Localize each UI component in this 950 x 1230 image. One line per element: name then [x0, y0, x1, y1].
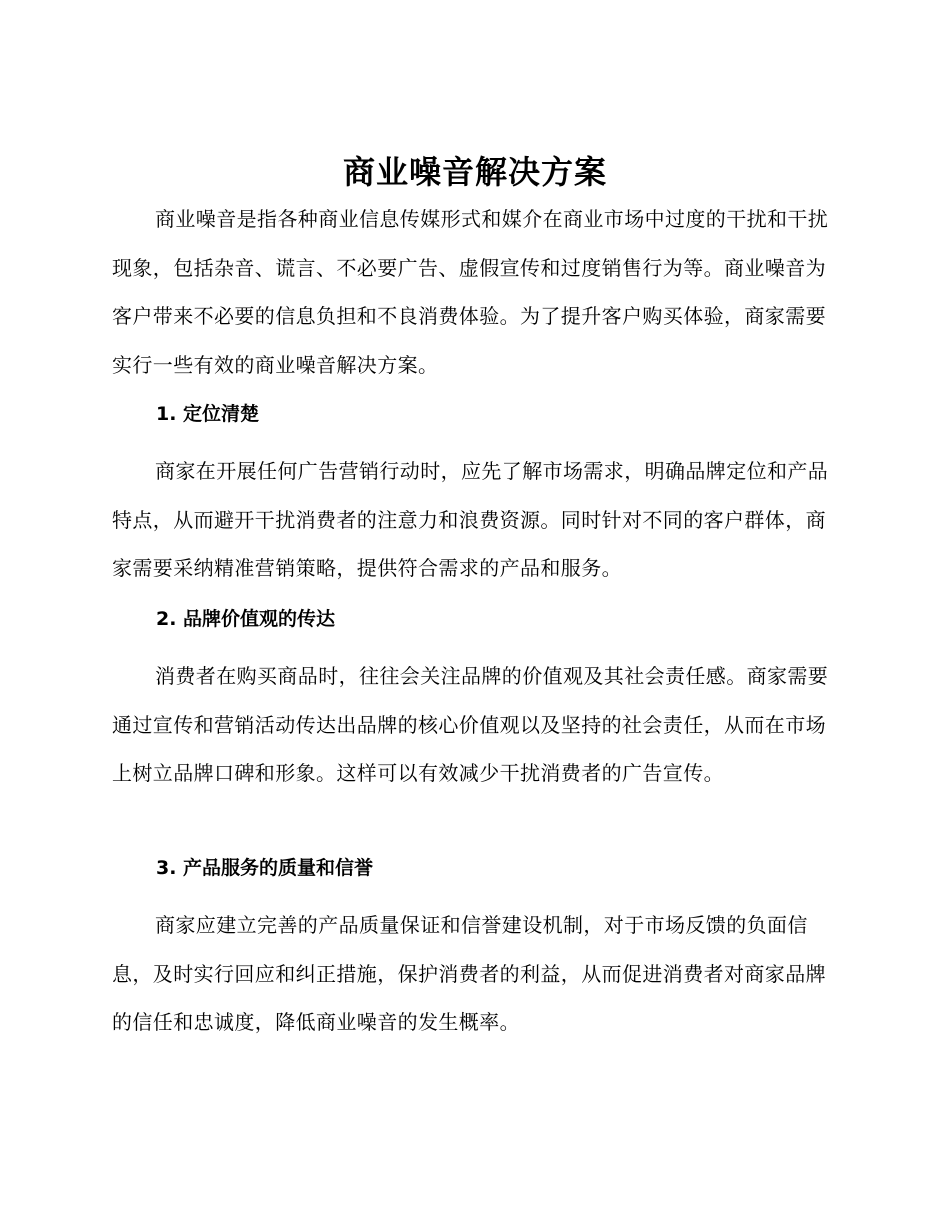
document-title: 商业噪音解决方案 — [342, 153, 607, 191]
section-2-paragraph: 消费者在购买商品时，往往会关注品牌的价值观及其社会责任感。商家需要通过宣传和营销活动传达出品牌的核心价值观以及坚持的社会责任，从而在市场上树立品牌口碑和形象。这样可以有效减少干扰消费者的广告宣传。 — [112, 664, 829, 785]
section-1-paragraph: 商家在开展任何广告营销行动时，应先了解市场需求，明确品牌定位和产品特点，从而避开干扰消费者的注意力和浪费资源。同时针对不同的客户群体，商家需要采纳精准营销策略，提供符合需求的产品和服务。 — [112, 459, 829, 580]
intro-paragraph: 商业噪音是指各种商业信息传媒形式和媒介在商业市场中过度的干扰和干扰现象，包括杂音、谎言、不必要广告、虚假宣传和过度销售行为等。商业噪音为客户带来不必要的信息负担和不良消费体验。为了提升客户购买体验，商家需要实行一些有效的商业噪音解决方案。 — [112, 207, 829, 377]
section-1-heading: 1. 定位清楚 — [156, 403, 260, 425]
section-3-heading: 3. 产品服务的质量和信誉 — [156, 857, 374, 879]
section-2-heading: 2. 品牌价值观的传达 — [156, 608, 336, 630]
section-3-paragraph: 商家应建立完善的产品质量保证和信誉建设机制，对于市场反馈的负面信息，及时实行回应和纠正措施，保护消费者的利益，从而促进消费者对商家品牌的信任和忠诚度，降低商业噪音的发生概率。 — [112, 913, 826, 1034]
